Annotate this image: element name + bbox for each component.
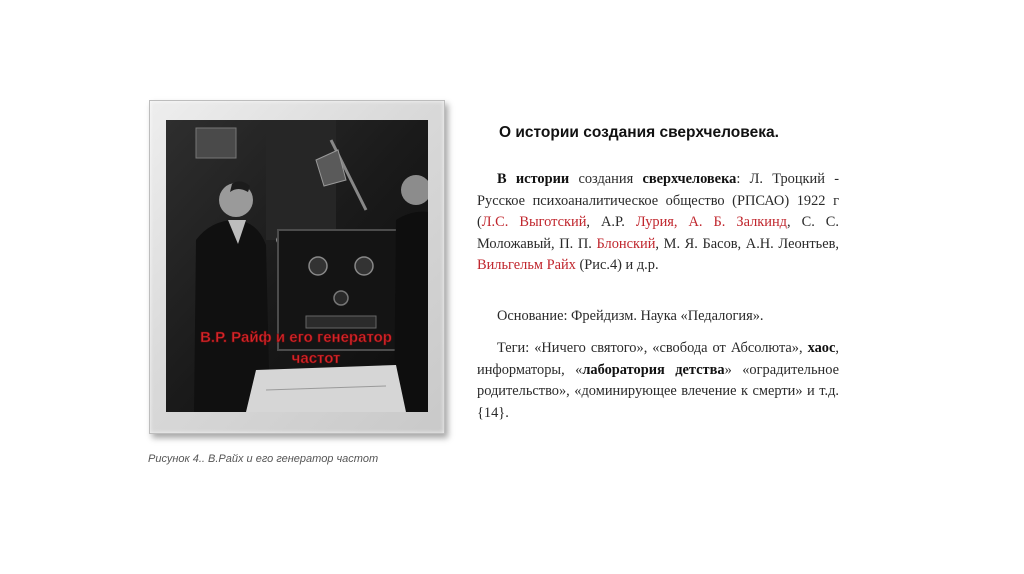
photo-overlay-line1: В.Р. Райф и его генератор [200,329,392,346]
historical-photo [166,120,428,412]
text-run: (Рис.4) и д.р. [575,257,659,273]
text-run: , информаторы, « [477,340,839,378]
text-run: : Л. Троцкий - Русское психоаналитическое общество (РПСАО) 1922 г ( [477,171,839,230]
bold-phrase: хаос [807,340,836,356]
paragraph-history [477,169,839,277]
bold-phrase: сверхчеловека [642,171,737,187]
slide-heading: О истории создания сверхчеловека. [499,124,779,141]
text-run: » «оградительное родительство», «доминирующее влечение к смерти» и т.д. {14}. [477,361,839,421]
name-link[interactable]: Вильгельм Райх [477,257,576,273]
text-run: , А.Р. [586,214,636,230]
photo-illustration [166,120,428,412]
name-link[interactable]: Л.С. Выготский [481,214,587,230]
name-link[interactable]: Блонский [596,235,656,252]
text-run: , М. Я. Басов, А.Н. Леонтьев, [655,235,839,252]
text-run: создания [569,171,643,187]
figure-caption: Рисунок 4.. В.Райх и его генератор частот [148,453,379,465]
photo-overlay-line2: частот [291,350,341,367]
text-run: Теги: «Ничего святого», «свобода от Абсолюта», [497,340,808,356]
name-link[interactable]: Лурия, А. Б. Залкинд [635,214,787,230]
paragraph-tags [477,338,839,424]
text-run: , С. С. Моложавый, П. П. [477,214,839,252]
paragraph-basis: Основание: Фрейдизм. Наука «Педалогия». [497,308,764,324]
bold-phrase: В истории [497,171,570,187]
photo-frame [149,100,445,434]
bold-phrase: лаборатория детства [582,361,725,378]
